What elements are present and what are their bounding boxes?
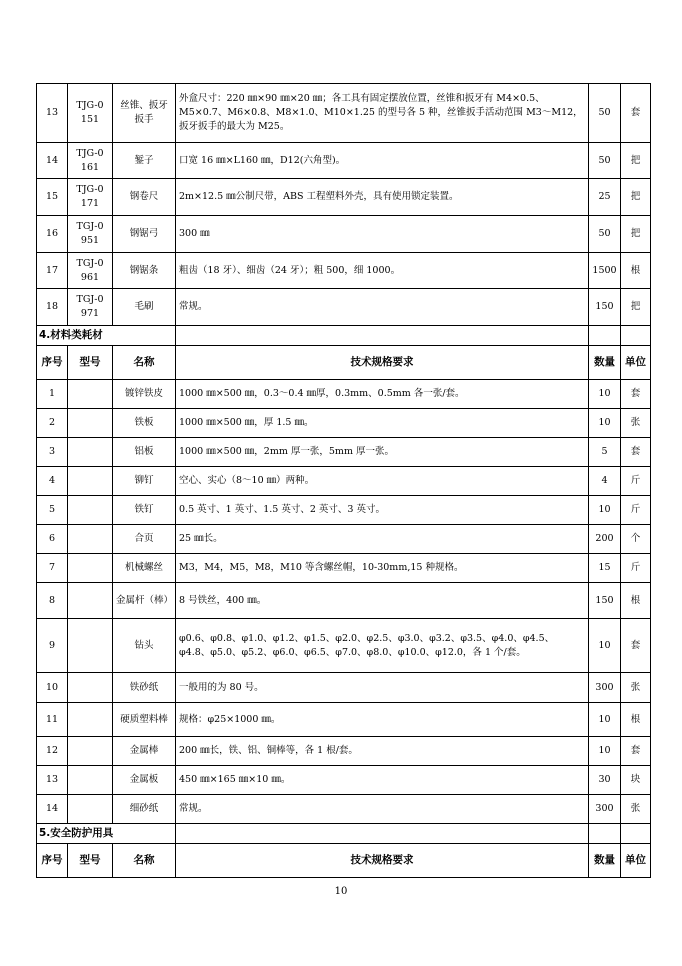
row-spec: 1000 ㎜×500 ㎜，0.3～0.4 ㎜厚，0.3mm、0.5mm 各一张/套。 — [176, 380, 589, 409]
row-name: 钻头 — [113, 619, 176, 673]
row-unit: 块 — [621, 766, 651, 795]
row-quantity: 10 — [589, 380, 621, 409]
row-quantity: 50 — [589, 84, 621, 143]
row-model — [68, 766, 113, 795]
row-name: 毛刷 — [113, 289, 176, 326]
row-spec: 空心、实心（8～10 ㎜）两种。 — [176, 467, 589, 496]
row-number: 13 — [37, 766, 68, 795]
row-model — [68, 673, 113, 703]
row-quantity: 50 — [589, 216, 621, 253]
row-unit: 根 — [621, 253, 651, 289]
row-unit: 把 — [621, 179, 651, 216]
row-quantity: 300 — [589, 795, 621, 824]
row-number: 5 — [37, 496, 68, 525]
row-model — [68, 554, 113, 583]
row-number: 13 — [37, 84, 68, 143]
row-spec: 常规。 — [176, 289, 589, 326]
row-model — [68, 737, 113, 766]
row-unit: 套 — [621, 737, 651, 766]
row-name: 铆钉 — [113, 467, 176, 496]
row-unit: 斤 — [621, 496, 651, 525]
row-number: 15 — [37, 179, 68, 216]
row-unit: 套 — [621, 438, 651, 467]
table-row — [37, 467, 651, 496]
header-quantity: 数量 — [589, 844, 621, 878]
row-model: TJG-0 171 — [68, 179, 113, 216]
row-model: TGJ-0 971 — [68, 289, 113, 326]
row-model: TJG-0 161 — [68, 143, 113, 179]
row-spec: 1000 ㎜×500 ㎜，厚 1.5 ㎜。 — [176, 409, 589, 438]
row-name: 铁钉 — [113, 496, 176, 525]
header-model: 型号 — [68, 844, 113, 878]
equipment-spec-table — [36, 83, 651, 878]
row-name: 錾子 — [113, 143, 176, 179]
row-model: TGJ-0 961 — [68, 253, 113, 289]
row-quantity: 150 — [589, 583, 621, 619]
row-name: 金属板 — [113, 766, 176, 795]
row-model — [68, 619, 113, 673]
row-quantity: 1500 — [589, 253, 621, 289]
row-spec: 粗齿（18 牙）、细齿（24 牙）；粗 500，细 1000。 — [176, 253, 589, 289]
header-unit: 单位 — [621, 844, 651, 878]
table-row — [37, 583, 651, 619]
header-number: 序号 — [37, 844, 68, 878]
row-number: 18 — [37, 289, 68, 326]
table-row — [37, 766, 651, 795]
row-spec: 25 ㎜长。 — [176, 525, 589, 554]
row-spec: 一般用的为 80 号。 — [176, 673, 589, 703]
row-number: 4 — [37, 467, 68, 496]
row-spec: 450 ㎜×165 ㎜×10 ㎜。 — [176, 766, 589, 795]
row-name: 钢锯条 — [113, 253, 176, 289]
row-spec: 0.5 英寸、1 英寸、1.5 英寸、2 英寸、3 英寸。 — [176, 496, 589, 525]
header-spec: 技术规格要求 — [176, 844, 589, 878]
row-spec: 口宽 16 ㎜×L160 ㎜，D12(六角型)。 — [176, 143, 589, 179]
row-number: 8 — [37, 583, 68, 619]
row-name: 钢锯弓 — [113, 216, 176, 253]
row-number: 14 — [37, 143, 68, 179]
row-unit: 斤 — [621, 554, 651, 583]
header-name: 名称 — [113, 844, 176, 878]
row-spec: 规格：φ25×1000 ㎜。 — [176, 703, 589, 737]
row-quantity: 10 — [589, 409, 621, 438]
table-row — [37, 496, 651, 525]
row-name: 铁砂纸 — [113, 673, 176, 703]
row-quantity: 4 — [589, 467, 621, 496]
row-spec: φ0.6、φ0.8、φ1.0、φ1.2、φ1.5、φ2.0、φ2.5、φ3.0、φ3.2、φ3.5、φ4.0、φ4.5、φ4.8、φ5.0、φ5.2、φ6.0、φ6.5、φ7.0、φ8.0、φ10.0、φ12.0，各 1 个/套。 — [176, 619, 589, 673]
row-unit: 把 — [621, 216, 651, 253]
row-model — [68, 703, 113, 737]
row-unit: 套 — [621, 619, 651, 673]
row-spec: 常规。 — [176, 795, 589, 824]
row-name: 金属杆（棒） — [113, 583, 176, 619]
row-number: 1 — [37, 380, 68, 409]
row-spec: 300 ㎜ — [176, 216, 589, 253]
row-number: 7 — [37, 554, 68, 583]
row-spec: 1000 ㎜×500 ㎜，2mm 厚一张，5mm 厚一张。 — [176, 438, 589, 467]
row-number: 17 — [37, 253, 68, 289]
header-model: 型号 — [68, 346, 113, 380]
row-name: 钢卷尺 — [113, 179, 176, 216]
row-quantity: 25 — [589, 179, 621, 216]
header-number: 序号 — [37, 346, 68, 380]
row-name: 铝板 — [113, 438, 176, 467]
row-unit: 把 — [621, 143, 651, 179]
row-spec: 2m×12.5 ㎜公制尺带，ABS 工程塑料外壳，具有使用锁定装置。 — [176, 179, 589, 216]
row-unit: 套 — [621, 84, 651, 143]
table-row — [37, 438, 651, 467]
row-number: 16 — [37, 216, 68, 253]
row-quantity: 200 — [589, 525, 621, 554]
section-heading-row — [37, 326, 651, 346]
row-model: TGJ-0 951 — [68, 216, 113, 253]
row-number: 12 — [37, 737, 68, 766]
row-model — [68, 583, 113, 619]
row-model — [68, 438, 113, 467]
table-row — [37, 673, 651, 703]
table-row — [37, 409, 651, 438]
row-spec: M3，M4，M5，M8，M10 等含螺丝帽，10-30mm,15 种规格。 — [176, 554, 589, 583]
row-model — [68, 795, 113, 824]
row-name: 丝锥、扳牙扳手 — [113, 84, 176, 143]
table-row — [37, 380, 651, 409]
row-number: 3 — [37, 438, 68, 467]
row-name: 细砂纸 — [113, 795, 176, 824]
row-unit: 根 — [621, 703, 651, 737]
row-unit: 个 — [621, 525, 651, 554]
row-unit: 套 — [621, 380, 651, 409]
row-name: 金属棒 — [113, 737, 176, 766]
row-spec: 200 ㎜长，铁、铝、铜棒等，各 1 根/套。 — [176, 737, 589, 766]
header-unit: 单位 — [621, 346, 651, 380]
row-model — [68, 467, 113, 496]
row-quantity: 150 — [589, 289, 621, 326]
header-quantity: 数量 — [589, 346, 621, 380]
page-number: 10 — [334, 886, 348, 897]
row-spec: 外盒尺寸：220 ㎜×90 ㎜×20 ㎜；各工具有固定摆放位置，丝锥和扳牙有 M4×0.5、M5×0.7、M6×0.8、M8×1.0、M10×1.25 的型号各 5 种，丝锥扳手活动范围 M3～M12，扳牙扳手的最大为 M25。 — [176, 84, 589, 143]
row-quantity: 10 — [589, 737, 621, 766]
row-number: 14 — [37, 795, 68, 824]
row-quantity: 300 — [589, 673, 621, 703]
row-number: 9 — [37, 619, 68, 673]
row-unit: 张 — [621, 673, 651, 703]
table-row — [37, 703, 651, 737]
table-row — [37, 525, 651, 554]
row-name: 机械螺丝 — [113, 554, 176, 583]
table-row — [37, 84, 651, 143]
table-row — [37, 619, 651, 673]
table-row — [37, 554, 651, 583]
section-title: 5.安全防护用具 — [37, 824, 176, 844]
row-name: 铁板 — [113, 409, 176, 438]
row-quantity: 10 — [589, 619, 621, 673]
row-number: 2 — [37, 409, 68, 438]
table-row — [37, 216, 651, 253]
row-quantity: 10 — [589, 496, 621, 525]
row-unit: 张 — [621, 795, 651, 824]
row-quantity: 10 — [589, 703, 621, 737]
row-model — [68, 496, 113, 525]
row-spec: 8 号铁丝，400 ㎜。 — [176, 583, 589, 619]
row-number: 11 — [37, 703, 68, 737]
table-row — [37, 289, 651, 326]
row-quantity: 5 — [589, 438, 621, 467]
row-model: TJG-0 151 — [68, 84, 113, 143]
table-header-row — [37, 844, 651, 878]
row-unit: 斤 — [621, 467, 651, 496]
row-unit: 根 — [621, 583, 651, 619]
row-unit: 把 — [621, 289, 651, 326]
row-name: 硬质塑料棒 — [113, 703, 176, 737]
table-row — [37, 179, 651, 216]
row-model — [68, 525, 113, 554]
row-number: 10 — [37, 673, 68, 703]
section-heading-row — [37, 824, 651, 844]
table-row — [37, 737, 651, 766]
row-quantity: 15 — [589, 554, 621, 583]
table-row — [37, 795, 651, 824]
table-row — [37, 143, 651, 179]
row-unit: 张 — [621, 409, 651, 438]
row-quantity: 30 — [589, 766, 621, 795]
table-header-row — [37, 346, 651, 380]
header-spec: 技术规格要求 — [176, 346, 589, 380]
header-name: 名称 — [113, 346, 176, 380]
table-row — [37, 253, 651, 289]
section-title: 4.材料类耗材 — [37, 326, 176, 346]
row-quantity: 50 — [589, 143, 621, 179]
row-name: 合页 — [113, 525, 176, 554]
row-model — [68, 409, 113, 438]
row-name: 镀锌铁皮 — [113, 380, 176, 409]
row-number: 6 — [37, 525, 68, 554]
row-model — [68, 380, 113, 409]
